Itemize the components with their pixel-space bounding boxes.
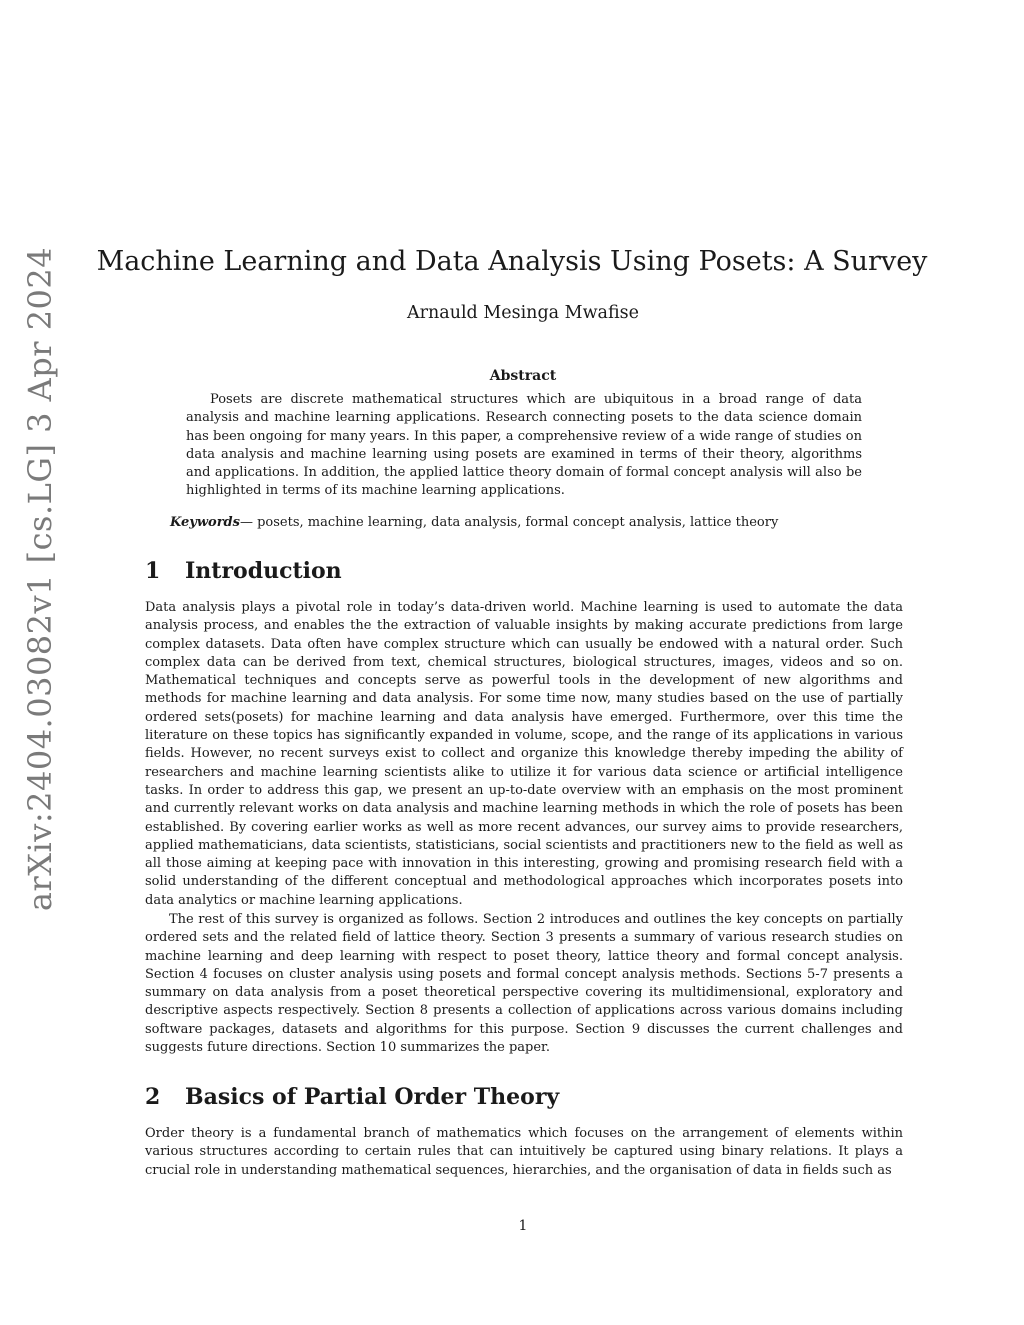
keywords-label: Keywords [170,515,240,530]
section-number: 2 [145,1084,161,1110]
introduction-paragraph-2: The rest of this survey is organized as follows. Section 2 introduces and outlines the key concepts on partially ordered sets and the related field of lattice theory. Section 3 presents a summary of various research studies on machine learning and deep learning with respect to poset theory, lattice theory and formal concept analysis. Section 4 focuses on cluster analysis using posets and formal concept analysis methods. Sections 5-7 presents a summary on data analysis from a poset theoretical perspective covering its multidimensional, exploratory and descriptive aspects respectively. Section 8 presents a collection of applications across various domains including software packages, datasets and algorithms for this purpose. Section 9 discusses the current challenges and suggests future directions. Section 10 summarizes the paper. [145,912,903,1056]
partial-order-paragraph-1: Order theory is a fundamental branch of mathematics which focuses on the arrangement of elements within various structures according to certain rules that can intuitively be captured using binary relations. It plays a crucial role in understanding mathematical sequences, hierarchies, and the organisation of data in fields such as [145,1126,903,1178]
paper-author: Arnauld Mesinga Mwafise [406,303,639,323]
keywords-line [170,514,870,532]
page-number: 1 [518,1218,528,1234]
abstract-body: Posets are discrete mathematical structures which are ubiquitous in a broad range of data analysis and machine learning applications. Research connecting posets to the data science domain has been ongoing for many years. In this paper, a comprehensive review of a wide range of studies on data analysis and machine learning using posets are examined in terms of their theory, algorithms and applications. In addition, the applied lattice theory domain of formal concept analysis will also be highlighted in terms of its machine learning applications. [186,392,862,499]
keywords-text: posets, machine learning, data analysis, formal concept analysis, lattice theory [257,515,779,530]
section-heading-introduction [145,558,342,584]
keywords-separator: — [239,515,258,530]
section-title: Introduction [185,558,342,584]
section-heading-partial-order-theory [145,1084,559,1110]
paper-title: Machine Learning and Data Analysis Using Posets: A Survey [96,246,928,277]
arxiv-identifier-text: arXiv:2404.03082v1 [cs.LG] 3 Apr 2024 [21,246,59,912]
section-title: Basics of Partial Order Theory [185,1084,560,1110]
introduction-paragraph-1: Data analysis plays a pivotal role in today’s data-driven world. Machine learning is used to automate the data analysis process, and enables the the extraction of valuable insights by making accurate predictions from large complex datasets. Data often have complex structure which can usually be endowed with a natural order. Such complex data can be derived from text, chemical structures, biological structures, images, videos and so on. Mathematical techniques and concepts serve as powerful tools in the development of new algorithms and methods for machine learning and data analysis. For some time now, many studies based on the use of partially ordered sets(posets) for machine learning and data analysis have emerged. Furthermore, over this time the literature on these topics has significantly expanded in volume, scope, and the range of its applications in various fields. However, no recent surveys exist to collect and organize this knowledge thereby impeding the ability of researchers and machine learning scientists alike to utilize it for various data science or artificial intelligence tasks. In order to address this gap, we present an up-to-date overview with an emphasis on the most prominent and currently relevant works on data analysis and machine learning methods in which the role of posets has been established. By covering earlier works as well as more recent advances, our survey aims to provide researchers, applied mathematicians, data scientists, statisticians, social scientists and practitioners new to the field as well as all those aiming at keeping pace with innovation in this interesting, growing and promising research field with a solid understanding of the different conceptual and methodological approaches which incorporates posets into data analytics or machine learning applications. [145,600,903,908]
section-number: 1 [145,558,161,584]
abstract-heading: Abstract [489,368,557,384]
